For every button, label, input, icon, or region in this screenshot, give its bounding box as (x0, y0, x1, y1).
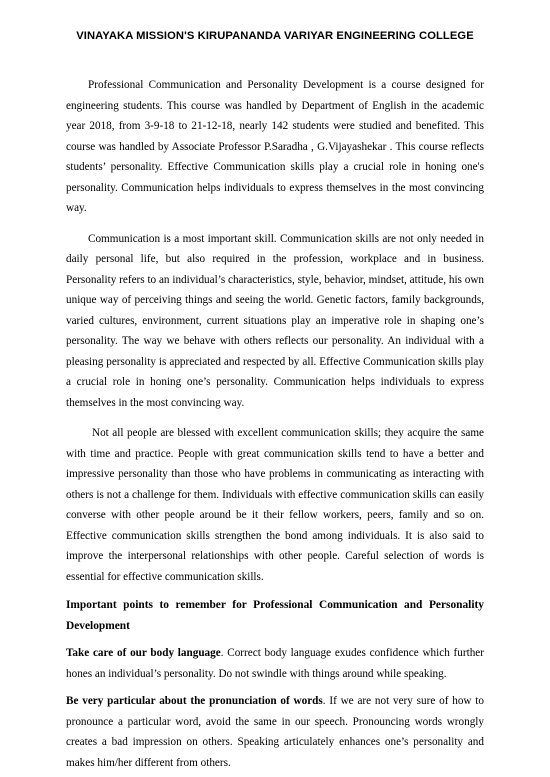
point-text: . If we are not very sure of how to pronounce a particular word, avoid the same in our speech. Pronouncing words wrongly creates a bad impression on others. Speaking articulately enhances one’s personality and makes him/her different from others. (66, 695, 484, 769)
point-pronunciation (66, 691, 484, 773)
skills-paragraph: Not all people are blessed with excellent communication skills; they acquire the same with time and practice. People with great communication skills tend to have a better and impressive personality than those who have problems in communicating as interacting with others is not a challenge for them. Individuals with effective communication skills can easily converse with other people around be it their fellow workers, peers, family and so on. Effective communication skills strengthen the bond among individuals. It is also said to improve the interpersonal relationships with other people. Careful selection of words is essential for effective communication skills. (66, 427, 484, 583)
point-text: . Correct body language exudes confidence which further hones an individual’s personality. Do not swindle with things around while speaking. (66, 647, 484, 680)
point-body-language (66, 643, 484, 684)
intro-paragraph: Professional Communication and Personality Development is a course designed for engineering students. This course was handled by Department of English in the academic year 2018, from 3-9-18 to 21-12-18, nearly 142 students were studied and benefited. This course was handled by Associate Professor P.Saradha , G.Vijayashekar . This course reflects students’ personality. Effective Communication skills play a crucial role in honing one's personality. Communication helps individuals to express themselves in the most convincing way. (66, 79, 484, 214)
point-title: Be very particular about the pronunciation of words (66, 695, 323, 707)
communication-paragraph: Communication is a most important skill. Communication skills are not only needed in daily personal life, but also required in the profession, workplace and in business. Personality refers to an individual’s characteristics, style, behavior, mindset, attitude, his own unique way of perceiving things and seeing the world. Genetic factors, family backgrounds, varied cultures, environment, current situations play an imperative role in shaping one’s personality. The way we behave with others reflects our personality. An individual with a pleasing personality is appreciated and respected by all. Effective Communication skills play a crucial role in honing one’s personality. Communication helps individuals to express themselves in the most convincing way. (66, 232, 484, 409)
college-header: VINAYAKA MISSION'S KIRUPANANDA VARIYAR ENGINEERING COLLEGE (76, 30, 474, 42)
section-heading: Important points to remember for Professional Communication and Personality Development (66, 599, 484, 632)
point-title: Take care of our body language (66, 647, 221, 659)
